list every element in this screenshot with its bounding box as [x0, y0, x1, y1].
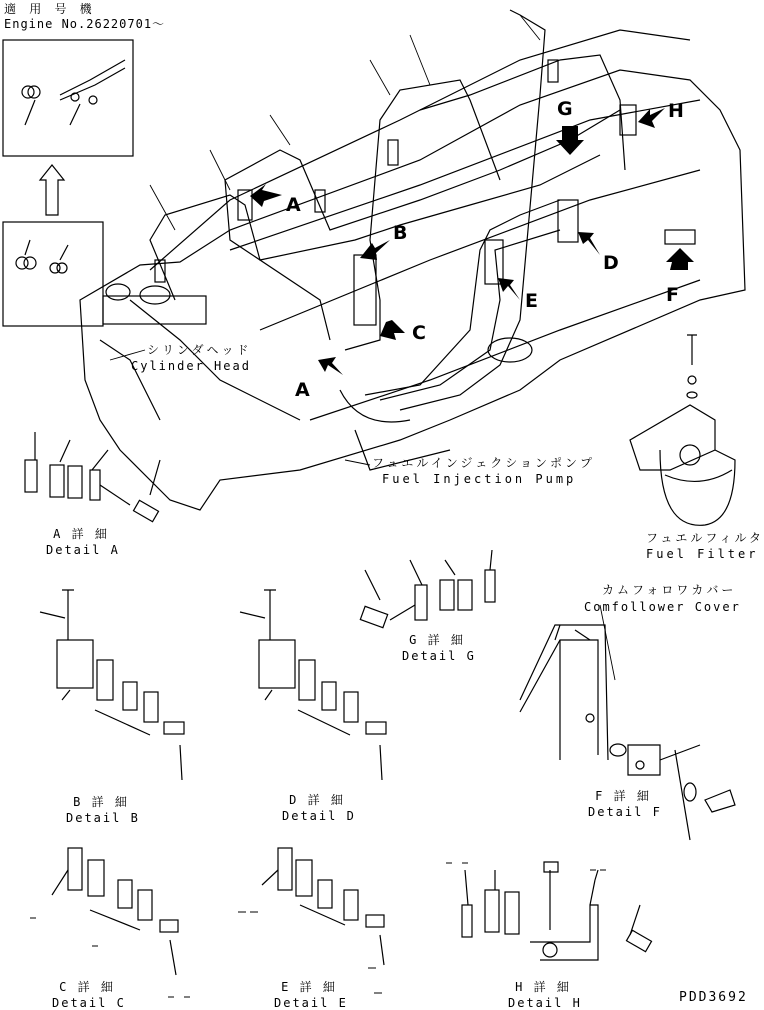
detail-b-jp: B 詳 細 — [73, 795, 129, 809]
cylinder-head-en: Cylinder Head — [131, 359, 251, 373]
fuel-filter-jp: フュエルフィルタ — [646, 531, 764, 545]
callout-arrows — [250, 108, 694, 375]
detail-b-en: Detail B — [66, 811, 140, 825]
callout-e: E — [525, 290, 538, 312]
detail-e-en: Detail E — [274, 996, 348, 1010]
drawing-code: PDD3692 — [679, 990, 748, 1005]
detail-h-en: Detail H — [508, 996, 582, 1010]
inset-parts — [16, 60, 125, 273]
detail-f-jp: F 詳 細 — [595, 789, 651, 803]
callout-a-lower: A — [295, 379, 310, 401]
fuel-filter-drawing — [630, 335, 735, 525]
detail-g-drawing — [360, 550, 495, 628]
engine-block — [80, 30, 745, 510]
callout-b: B — [393, 222, 408, 244]
detail-d-jp: D 詳 細 — [289, 793, 345, 807]
detail-e-jp: E 詳 細 — [281, 980, 337, 994]
detail-b-drawing — [40, 590, 184, 780]
detail-d-drawing — [240, 590, 386, 780]
arrow-icon-d — [578, 232, 600, 255]
detail-g-jp: G 詳 細 — [409, 633, 465, 647]
inset-box-new — [3, 40, 133, 156]
arrow-icon-f — [666, 248, 694, 270]
detail-h-jp: H 詳 細 — [515, 980, 571, 994]
detail-c-jp: C 詳 細 — [59, 980, 115, 994]
callout-g: G — [557, 98, 573, 120]
fuel-filter-en: Fuel Filter — [646, 547, 759, 561]
inset-box-old — [3, 222, 103, 326]
arrow-icon-a2 — [318, 357, 343, 375]
detail-a-drawing — [25, 432, 160, 522]
callout-h: H — [668, 100, 684, 122]
arrow-icon-g — [556, 126, 584, 155]
detail-e-drawing — [262, 848, 384, 965]
callout-d: D — [603, 252, 619, 274]
callout-a: A — [286, 194, 301, 216]
detail-h-drawing — [462, 862, 652, 960]
detail-d-en: Detail D — [282, 809, 356, 823]
detail-g-en: Detail G — [402, 649, 476, 663]
detail-a-en: Detail A — [46, 543, 120, 557]
callout-f: F — [666, 284, 679, 306]
fuel-injection-pump-en: Fuel Injection Pump — [382, 472, 577, 486]
callout-c: C — [412, 322, 426, 344]
camfollower-cover-en: Comfollower Cover — [584, 600, 741, 614]
arrow-icon-a1 — [250, 184, 282, 207]
fuel-injection-pump-jp: フュエルインジェクションポンプ — [372, 456, 596, 470]
cylinder-head-jp: シリンダヘッド — [147, 343, 252, 357]
clamps — [238, 100, 695, 325]
detail-f-en: Detail F — [588, 805, 662, 819]
up-arrow-icon — [40, 165, 64, 215]
detail-c-en: Detail C — [52, 996, 126, 1010]
detail-a-jp: A 詳 細 — [53, 527, 109, 541]
engine-number-label: Engine No.26220701～ — [4, 17, 166, 31]
applicable-model-label: 適 用 号 機 — [4, 2, 95, 16]
arrow-icon-e — [498, 278, 520, 300]
camfollower-cover-jp: カムフォロワカバー — [602, 583, 737, 597]
arrow-icon-c — [380, 320, 405, 340]
detail-c-drawing — [52, 848, 178, 975]
arrow-icon-b — [360, 240, 390, 260]
